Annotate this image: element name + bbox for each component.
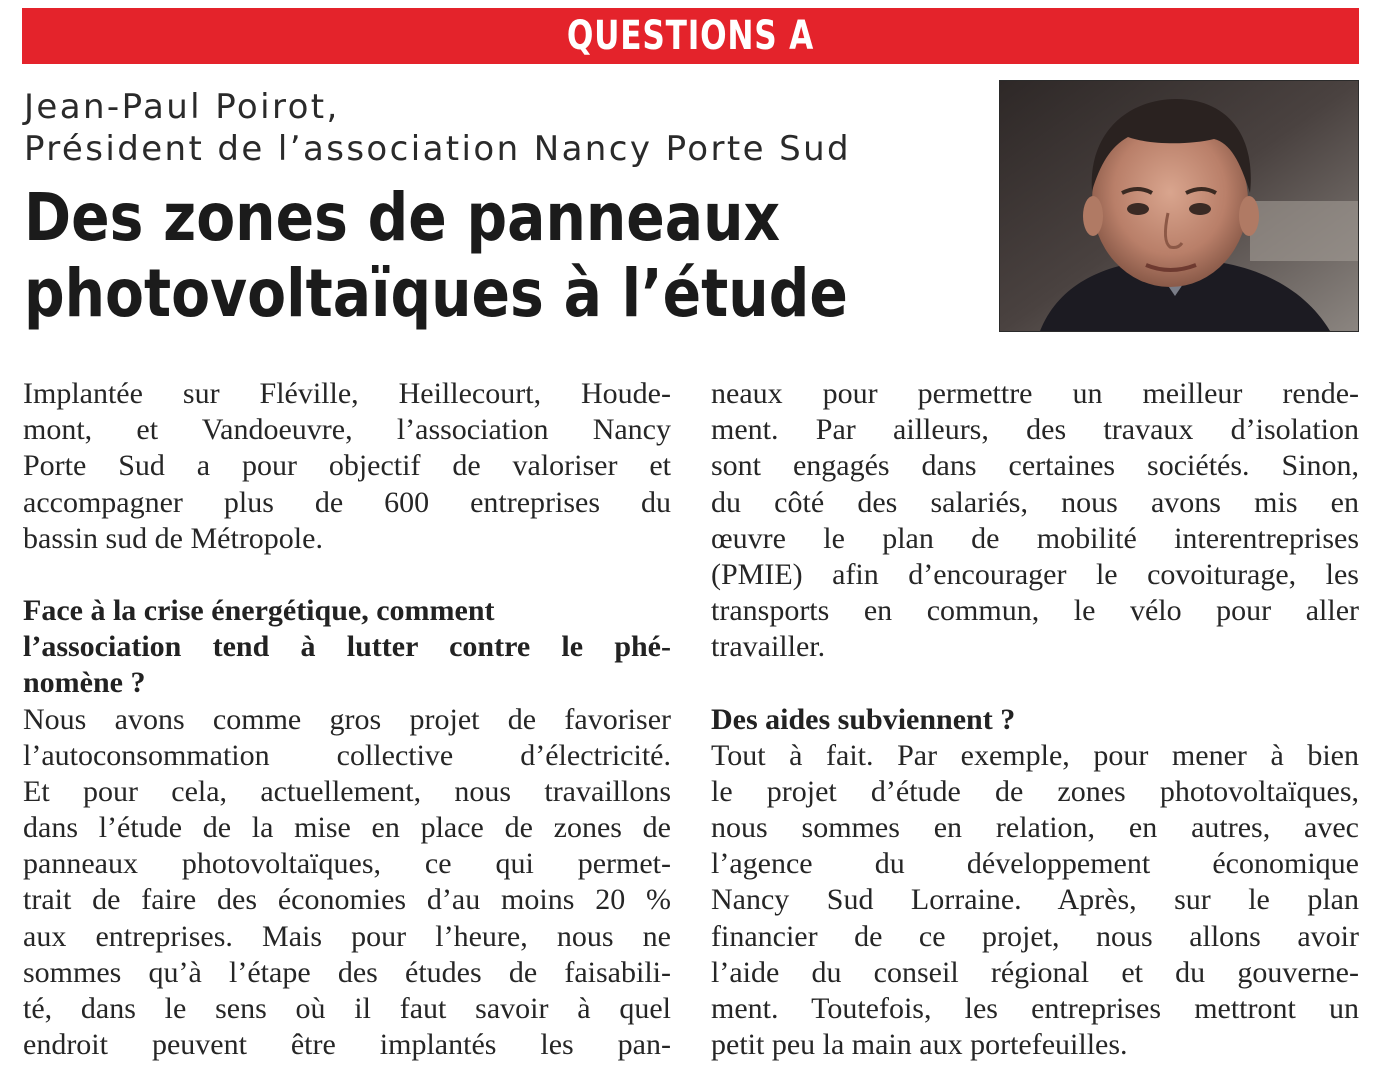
answer-1 bbox=[23, 702, 671, 1064]
text-line: Implantée sur Fléville, Heillecourt, Houde- bbox=[23, 377, 671, 410]
article-headline bbox=[24, 180, 848, 332]
text-line: endroit peuvent être implantés les pan- bbox=[23, 1028, 671, 1062]
text-line: l’autoconsommation collective d’électricité. bbox=[23, 738, 671, 772]
text-line: accompagner plus de 600 entreprises du bbox=[23, 485, 671, 519]
portrait-illustration bbox=[1000, 81, 1358, 331]
text-line: Nous avons comme gros projet de favoriser bbox=[23, 702, 671, 736]
text-line: travailler. bbox=[711, 630, 826, 664]
text-line: œuvre le plan de mobilité interentreprises bbox=[711, 521, 1359, 555]
intro-paragraph bbox=[23, 376, 671, 557]
question-line: nomène ? bbox=[23, 666, 146, 700]
headline-line-1: Des zones de panneaux bbox=[24, 179, 781, 256]
text-line: té, dans le sens où il faut savoir à quel bbox=[23, 992, 671, 1025]
text-line: ment. Par ailleurs, des travaux d’isolation bbox=[711, 413, 1359, 447]
text-line: transports en commun, le vélo pour aller bbox=[711, 594, 1359, 628]
text-line: ment. Toutefois, les entreprises mettront un bbox=[711, 992, 1359, 1025]
text-line: panneaux photovoltaïques, ce qui permet- bbox=[23, 847, 671, 881]
article-column-right bbox=[711, 376, 1359, 1063]
question-1 bbox=[23, 593, 671, 702]
text-line: financier de ce projet, nous allons avoir bbox=[711, 919, 1359, 953]
interviewee-block bbox=[24, 86, 851, 170]
text-line: mont, et Vandoeuvre, l’association Nancy bbox=[23, 413, 671, 447]
text-line: bassin sud de Métropole. bbox=[23, 521, 323, 555]
portrait-photo bbox=[999, 80, 1359, 332]
text-line: neaux pour permettre un meilleur rende- bbox=[711, 377, 1359, 410]
text-line: aux entreprises. Mais pour l’heure, nous ne bbox=[23, 919, 671, 953]
text-line: du côté des salariés, nous avons mis en bbox=[711, 485, 1359, 519]
question-2 bbox=[711, 702, 1359, 738]
question-line: Des aides subviennent ? bbox=[711, 702, 1016, 736]
text-line: Nancy Sud Lorraine. Après, sur le plan bbox=[711, 883, 1359, 917]
question-line: Face à la crise énergétique, comment bbox=[23, 593, 495, 627]
text-line: trait de faire des économies d’au moins 20 % bbox=[23, 883, 671, 917]
answer-1-continued bbox=[711, 376, 1359, 666]
text-line: petit peu la main aux portefeuilles. bbox=[711, 1028, 1128, 1062]
paragraph-gap bbox=[23, 557, 671, 593]
text-line: nous sommes en relation, en autres, avec bbox=[711, 811, 1359, 845]
article-column-left bbox=[23, 376, 671, 1063]
text-line: (PMIE) afin d’encourager le covoiturage, les bbox=[711, 557, 1359, 591]
paragraph-gap bbox=[711, 666, 1359, 702]
text-line: Et pour cela, actuellement, nous travaillons bbox=[23, 774, 671, 808]
answer-2 bbox=[711, 738, 1359, 1064]
section-banner bbox=[22, 8, 1359, 64]
interviewee-role: Président de l’association Nancy Porte Sud bbox=[24, 129, 852, 169]
text-line: l’aide du conseil régional et du gouverne- bbox=[711, 955, 1359, 989]
text-line: l’agence du développement économique bbox=[711, 847, 1359, 881]
banner-title: QUESTIONS A bbox=[566, 13, 815, 59]
headline-line-2: photovoltaïques à l’étude bbox=[24, 255, 848, 332]
text-line: le projet d’étude de zones photovoltaïques, bbox=[711, 774, 1359, 808]
text-line: sommes qu’à l’étape des études de faisabili- bbox=[23, 955, 671, 989]
text-line: Porte Sud a pour objectif de valoriser et bbox=[23, 449, 671, 483]
text-line: Tout à fait. Par exemple, pour mener à bien bbox=[711, 738, 1359, 772]
interviewee-name: Jean-Paul Poirot, bbox=[24, 87, 340, 127]
question-line: l’association tend à lutter contre le phé- bbox=[23, 630, 671, 664]
text-line: dans l’étude de la mise en place de zones de bbox=[23, 811, 671, 845]
text-line: sont engagés dans certaines sociétés. Sinon, bbox=[711, 449, 1359, 483]
